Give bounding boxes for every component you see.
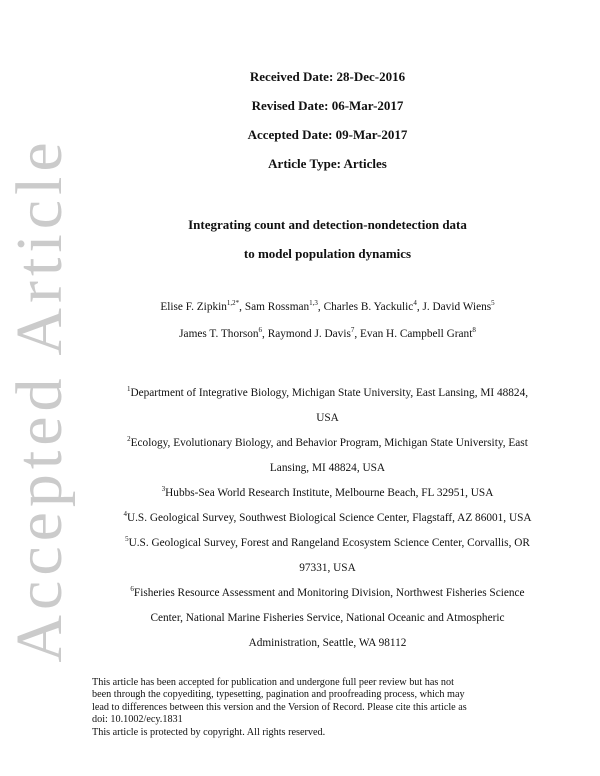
received-date: Received Date: 28-Dec-2016	[249, 69, 406, 84]
author-line-1	[80, 294, 575, 321]
watermark-text: Accepted Article	[3, 137, 76, 663]
author: Evan H. Campbell Grant$^8$	[360, 326, 476, 340]
author: Raymond J. Davis$^7$,	[267, 326, 361, 340]
affiliation-6: $^6$Fisheries Resource Assessment and Monitoring Division, Northwest Fisheries Science Center, National Marine Fisheries Service, National Oceanic and Atmospheric Administration, Seattle, WA 98112	[130, 585, 525, 649]
author: Charles B. Yackulic$^4$,	[323, 299, 423, 313]
acceptance-notice	[92, 677, 512, 739]
dates-block	[80, 62, 575, 178]
article-type: Article Type: Articles	[268, 156, 387, 171]
notice-doi: doi: 10.1002/ecy.1831	[92, 714, 183, 726]
author-list	[80, 294, 575, 348]
title-line-2: to model population dynamics	[243, 246, 412, 261]
copyright-notice: This article is protected by copyright. All rights reserved.	[92, 726, 326, 738]
notice-line: lead to differences between this version and the Version of Record. Please cite this article as	[92, 701, 467, 713]
affiliation-3: $^3$Hubbs-Sea World Research Institute, Melbourne Beach, FL 32951, USA	[161, 485, 494, 499]
affiliation-4: $^4$U.S. Geological Survey, Southwest Biological Science Center, Flagstaff, AZ 86001, USA	[123, 510, 532, 524]
affiliations	[80, 381, 575, 656]
author: Sam Rossman$^{1,3}$,	[244, 299, 324, 313]
paper-title	[80, 210, 575, 268]
notice-line: been through the copyediting, typesetting, pagination and proofreading process, which may	[92, 689, 465, 701]
affiliation-5: $^5$U.S. Geological Survey, Forest and Rangeland Ecosystem Science Center, Corvallis, OR 97331, USA	[125, 535, 530, 574]
author: James T. Thorson$^6$,	[179, 326, 268, 340]
author: Elise F. Zipkin$^{1,2*}$,	[160, 299, 245, 313]
revised-date: Revised Date: 06-Mar-2017	[251, 98, 404, 113]
author-line-2	[80, 321, 575, 348]
author: J. David Wiens$^5$	[422, 299, 495, 313]
affiliation-1: $^1$Department of Integrative Biology, Michigan State University, East Lansing, MI 48824, USA	[126, 385, 529, 424]
accepted-article-watermark	[0, 0, 80, 776]
notice-line: This article has been accepted for publication and undergone full peer review but has not	[92, 677, 454, 688]
title-line-1: Integrating count and detection-nondetection data	[188, 217, 467, 232]
accepted-date: Accepted Date: 09-Mar-2017	[247, 127, 408, 142]
affiliation-2: $^2$Ecology, Evolutionary Biology, and Behavior Program, Michigan State University, East Lansing, MI 48824, USA	[127, 435, 528, 474]
